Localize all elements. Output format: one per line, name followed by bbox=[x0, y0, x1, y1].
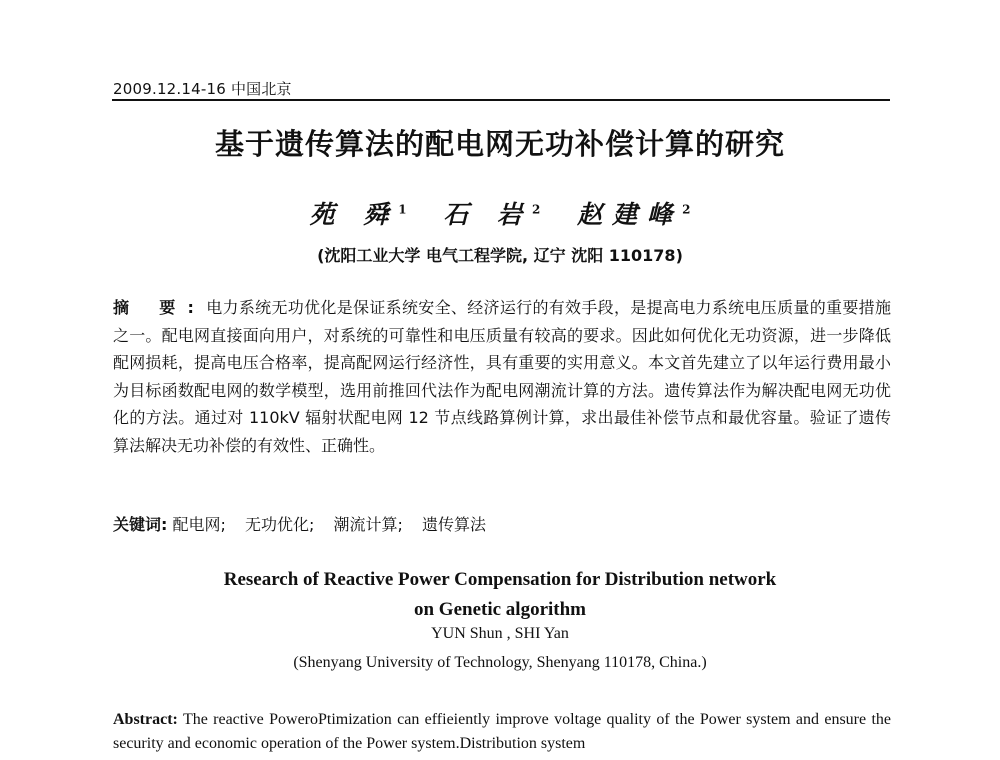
author-cn-2-sup: 2 bbox=[532, 202, 541, 217]
keyword-cn-1: 配电网; bbox=[172, 515, 226, 534]
abstract-en bbox=[113, 708, 891, 756]
affiliation-en: (Shenyang University of Technology, Shenyang 110178, China.) bbox=[293, 654, 707, 671]
keyword-cn-3: 潮流计算; bbox=[333, 515, 403, 534]
paper-title-cn: 基于遗传算法的配电网无功补偿计算的研究 bbox=[214, 127, 785, 161]
authors-cn bbox=[0, 195, 1000, 231]
conference-header: 2009.12.14-16 中国北京 bbox=[113, 80, 292, 98]
abstract-cn-text: 电力系统无功优化是保证系统安全、经济运行的有效手段，是提高电力系统电压质量的重要措施之一。配电网直接面向用户，对系统的可靠性和电压质量有较高的要求。因此如何优化无功资源，进一步降低配网损耗，提高电压合格率，提高配网运行经济性，具有重要的实用意义。本文首先建立了以年运行费用最小为目标函数配电网的数学模型，选用前推回代法作为配电网潮流计算的方法。遗传算法作为解决配电网无功优化的方法。通过对 110kV 辐射状配电网 12 节点线路算例计算，求出最佳补偿节点和最优容量。验证了遗传算法解决无功补偿的有效性、正确性。 bbox=[113, 298, 891, 455]
abstract-cn-label: 摘 要: bbox=[113, 298, 206, 317]
author-cn-1-name: 苑 舜 bbox=[309, 200, 399, 229]
author-cn-1 bbox=[310, 200, 407, 229]
keywords-cn-label: 关键词: bbox=[113, 515, 168, 534]
paper-title-en-line2: on Genetic algorithm bbox=[413, 599, 587, 620]
paper-title-en-line1: Research of Reactive Power Compensation for Distribution network bbox=[223, 569, 777, 590]
keywords-cn bbox=[113, 512, 500, 535]
author-cn-3 bbox=[577, 200, 690, 229]
header-rule bbox=[112, 99, 890, 101]
keyword-cn-2: 无功优化; bbox=[245, 515, 315, 534]
author-cn-3-name: 赵建峰 bbox=[577, 200, 683, 229]
abstract-en-label: Abstract: bbox=[113, 711, 178, 728]
author-cn-1-sup: 1 bbox=[398, 202, 407, 217]
paper-title-en bbox=[0, 565, 1000, 625]
author-cn-3-sup: 2 bbox=[682, 202, 691, 217]
abstract-en-text: The reactive PoweroPtimization can effieiently improve voltage quality of the Power system and ensure the security and economic operation of the Power system.Distribution system bbox=[113, 711, 891, 752]
affiliation-cn: (沈阳工业大学 电气工程学院, 辽宁 沈阳 110178) bbox=[317, 246, 683, 265]
authors-en: YUN Shun , SHI Yan bbox=[431, 625, 569, 642]
author-cn-2 bbox=[443, 200, 540, 229]
author-cn-2-name: 石 岩 bbox=[443, 200, 533, 229]
abstract-cn bbox=[113, 294, 891, 459]
keyword-cn-4: 遗传算法 bbox=[422, 515, 487, 534]
